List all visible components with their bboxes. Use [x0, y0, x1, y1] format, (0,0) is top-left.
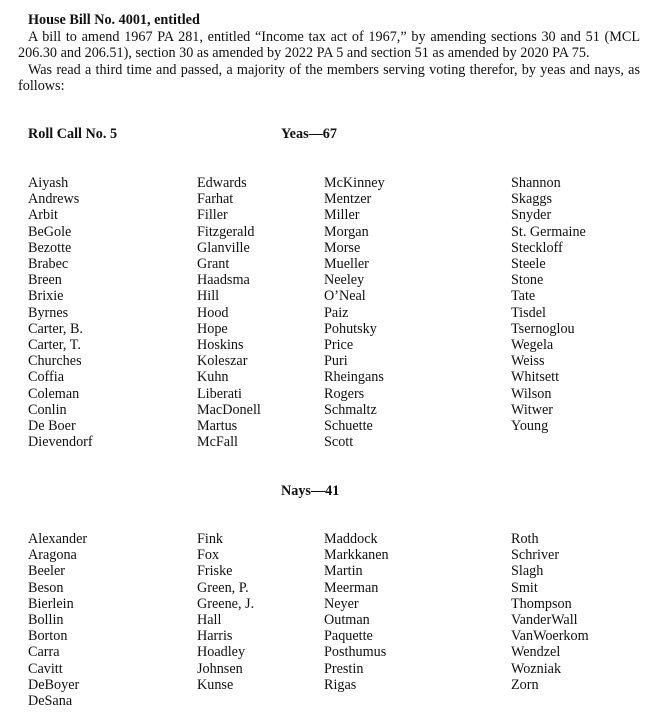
member-name: Witwer: [511, 401, 553, 418]
member-name: McFall: [197, 434, 238, 451]
yeas-heading: Yeas—67: [281, 126, 337, 142]
member-name: St. Germaine: [511, 223, 586, 240]
member-name: Steckloff: [511, 239, 563, 256]
member-name: Edwards: [197, 175, 247, 191]
yeas-column-1: [28, 175, 93, 450]
member-name: Wegela: [511, 337, 554, 354]
member-name: Farhat: [197, 191, 234, 208]
bill-action: Was read a third time and passed, a majority of the members serving voting therefor, by yeas and nays, as follows:: [18, 62, 640, 95]
member-name: Prestin: [324, 660, 364, 677]
member-name: Neeley: [324, 272, 365, 289]
member-name: Mueller: [324, 256, 369, 273]
member-name: Stone: [511, 272, 544, 289]
member-name: VanWoerkom: [511, 628, 589, 645]
member-name: Meerman: [324, 579, 379, 596]
member-name: Coleman: [28, 385, 80, 402]
member-name: Roth: [511, 531, 539, 547]
member-name: Neyer: [324, 595, 359, 612]
member-name: Bezotte: [28, 239, 72, 256]
member-name: Wilson: [511, 385, 552, 402]
member-name: Greene, J.: [197, 595, 255, 612]
member-name: Kunse: [197, 676, 234, 693]
member-name: Hall: [197, 612, 222, 629]
member-name: DeBoyer: [28, 676, 80, 693]
member-name: Brixie: [28, 288, 64, 305]
member-name: Mentzer: [324, 191, 372, 208]
member-name: Coffia: [28, 369, 64, 386]
member-name: De Boer: [28, 418, 76, 435]
member-name: Tisdel: [511, 304, 546, 321]
member-name: Pohutsky: [324, 320, 377, 337]
member-name: Steele: [511, 256, 546, 273]
member-name: Liberati: [197, 385, 242, 402]
nays-column-4: [511, 531, 589, 693]
member-name: Rogers: [324, 385, 365, 402]
member-name: Bollin: [28, 612, 64, 629]
member-name: Bierlein: [28, 595, 74, 612]
member-name: Aiyash: [28, 175, 69, 191]
yeas-column-2: [197, 175, 261, 450]
member-name: Outman: [324, 612, 370, 629]
member-name: Dievendorf: [28, 434, 93, 451]
bill-description: A bill to amend 1967 PA 281, entitled “Income tax act of 1967,” by amending sections 30 and 51 (MCL 206.30 and 206.51), section 30 as amended by 2022 PA 5 and section 51 as amended by 2020 PA 75.: [18, 29, 640, 62]
member-name: DeSana: [28, 693, 73, 710]
member-name: Wozniak: [511, 660, 562, 677]
member-name: Rigas: [324, 676, 357, 693]
member-name: Puri: [324, 353, 348, 370]
member-name: Schmaltz: [324, 401, 377, 418]
member-name: Churches: [28, 353, 82, 370]
member-name: Brabec: [28, 256, 69, 273]
member-name: BeGole: [28, 223, 72, 240]
member-name: Filler: [197, 207, 228, 224]
member-name: Schriver: [511, 547, 560, 564]
member-name: Morgan: [324, 223, 369, 240]
member-name: Harris: [197, 628, 233, 645]
member-name: Skaggs: [511, 191, 552, 208]
member-name: Beeler: [28, 563, 66, 580]
member-name: Friske: [197, 563, 233, 580]
member-name: Borton: [28, 628, 68, 645]
member-name: Maddock: [324, 531, 378, 547]
member-name: Whitsett: [511, 369, 560, 386]
bill-title: House Bill No. 4001, entitled: [28, 12, 200, 28]
member-name: Slagh: [511, 563, 544, 580]
member-name: Hood: [197, 304, 229, 321]
member-name: Fitzgerald: [197, 223, 255, 240]
member-name: Posthumus: [324, 644, 387, 661]
member-name: Schuette: [324, 418, 373, 435]
member-name: Weiss: [511, 353, 545, 370]
member-name: Aragona: [28, 547, 77, 564]
roll-call-label: Roll Call No. 5: [28, 126, 118, 142]
member-name: Glanville: [197, 239, 250, 256]
member-name: Hoskins: [197, 337, 244, 354]
nays-heading: Nays—41: [281, 483, 340, 499]
member-name: McKinney: [324, 175, 385, 191]
member-name: Thompson: [511, 595, 572, 612]
member-name: Johnsen: [197, 660, 243, 677]
member-name: VanderWall: [511, 612, 578, 629]
member-name: Carter, T.: [28, 337, 81, 354]
member-name: Miller: [324, 207, 360, 224]
member-name: Markkanen: [324, 547, 389, 564]
nays-column-1: [28, 531, 87, 709]
member-name: Conlin: [28, 401, 67, 418]
member-name: Martus: [197, 418, 238, 435]
member-name: Snyder: [511, 207, 552, 224]
member-name: Tate: [511, 288, 536, 305]
member-name: Breen: [28, 272, 62, 289]
nays-column-2: [197, 531, 254, 693]
member-name: Tsernoglou: [511, 320, 575, 337]
member-name: Byrnes: [28, 304, 69, 321]
member-name: Cavitt: [28, 660, 63, 677]
member-name: Paiz: [324, 304, 349, 321]
member-name: Fink: [197, 531, 224, 547]
member-name: Paquette: [324, 628, 373, 645]
member-name: Carter, B.: [28, 320, 83, 337]
member-name: Zorn: [511, 676, 539, 693]
member-name: Martin: [324, 563, 363, 580]
member-name: O’Neal: [324, 288, 366, 305]
member-name: Young: [511, 418, 549, 435]
member-name: Scott: [324, 434, 354, 451]
member-name: Shannon: [511, 175, 561, 191]
member-name: Green, P.: [197, 579, 249, 596]
member-name: Rheingans: [324, 369, 384, 386]
member-name: Wendzel: [511, 644, 561, 661]
member-name: Carra: [28, 644, 60, 661]
member-name: Hill: [197, 288, 220, 305]
member-name: Alexander: [28, 531, 88, 547]
member-name: MacDonell: [197, 401, 261, 418]
member-name: Beson: [28, 579, 64, 596]
yeas-column-3: [324, 175, 385, 450]
member-name: Morse: [324, 239, 361, 256]
member-name: Smit: [511, 579, 538, 596]
member-name: Arbit: [28, 207, 58, 224]
member-name: Koleszar: [197, 353, 248, 370]
member-name: Kuhn: [197, 369, 229, 386]
member-name: Price: [324, 337, 354, 354]
member-name: Hope: [197, 320, 228, 337]
member-name: Hoadley: [197, 644, 246, 661]
member-name: Andrews: [28, 191, 80, 208]
member-name: Fox: [197, 547, 220, 564]
member-name: Haadsma: [197, 272, 250, 289]
nays-column-3: [324, 531, 389, 693]
yeas-column-4: [511, 175, 586, 434]
member-name: Grant: [197, 256, 230, 273]
